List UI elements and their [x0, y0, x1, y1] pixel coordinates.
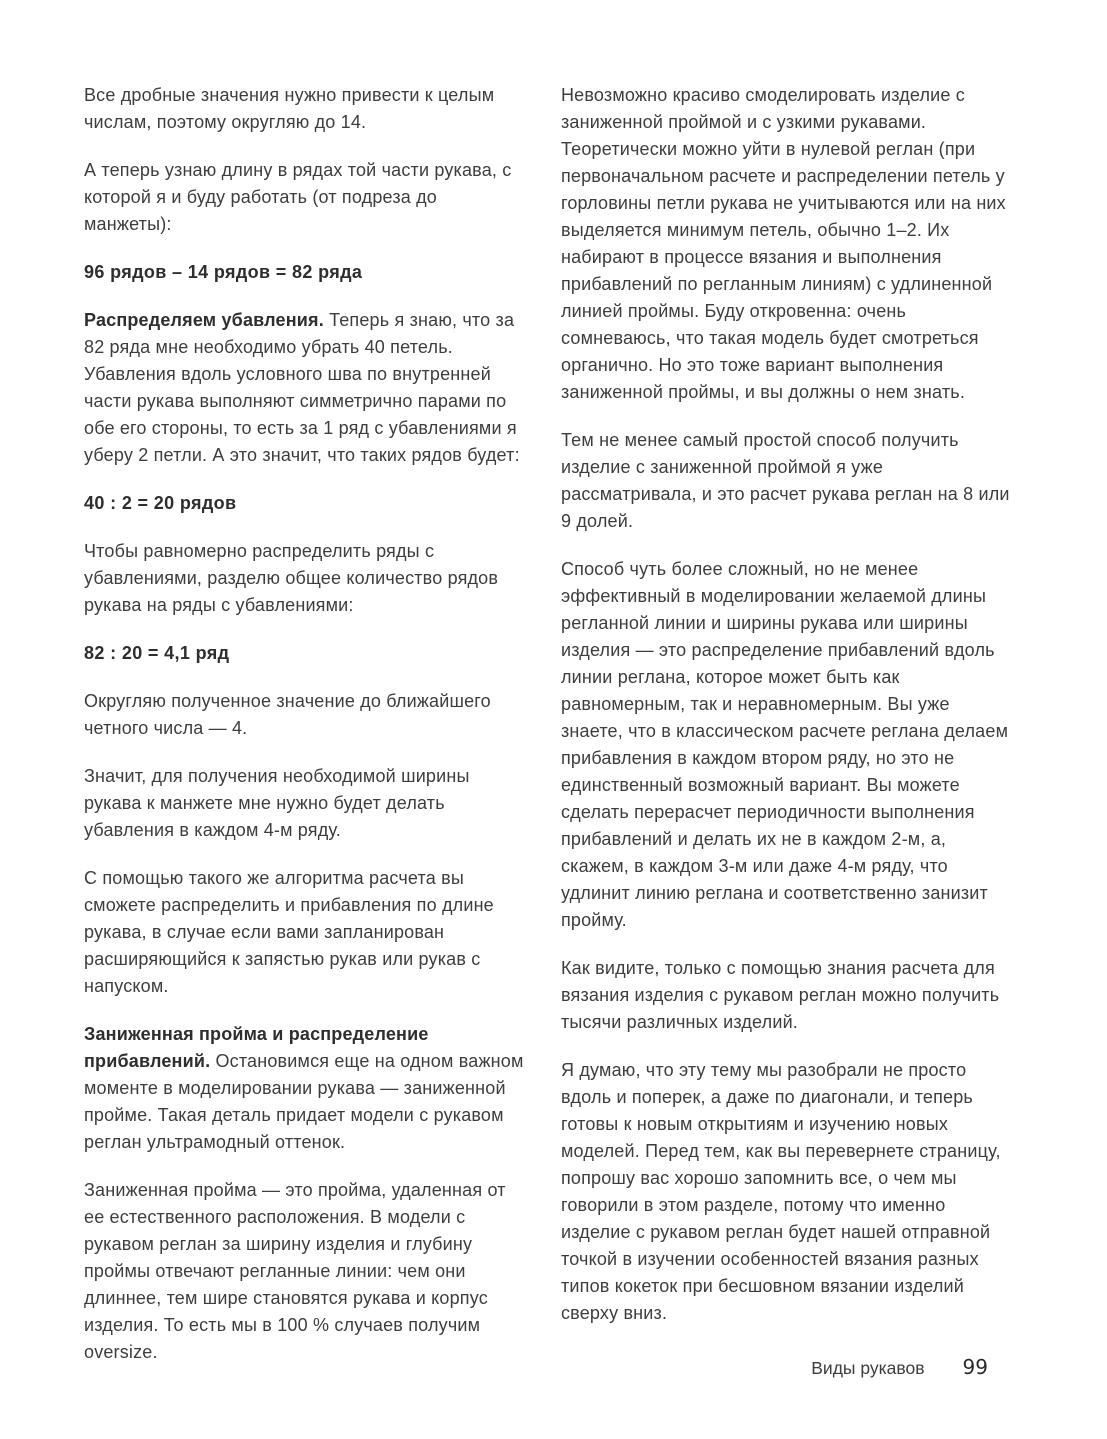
paragraph: Чтобы равномерно распределить ряды с убавлениями, разделю общее количество рядов рукава на ряды с убавлениями:: [84, 541, 499, 615]
paragraph: Округляю полученное значение до ближайшего четного числа — 4.: [84, 691, 491, 738]
paragraph: Заниженная пройма и распределение прибавлений. Остановимся еще на одном важном моменте в моделировании рукава — заниженной пройме. Такая деталь придает модели с рукавом реглан ультрамодный оттенок.: [84, 1024, 524, 1152]
left-column: [84, 82, 524, 1387]
paragraph: Невозможно красиво смоделировать изделие с заниженной проймой и с узкими рукавами. Теоретически можно уйти в нулевой реглан (при первоначальном расчете и распределении петель у горловины петли рукава не учитываются или на них выделяется минимум петель, обычно 1–2. Их набирают в процессе вязания и выполнения прибавлений по регланным линиям) с удлиненной линией проймы. Буду откровенна: очень сомневаюсь, что такая модель будет смотреться органично. Но это тоже вариант выполнения заниженной проймы, и вы должны о нем знать.: [561, 85, 1006, 402]
paragraph: Как видите, только с помощью знания расчета для вязания изделия с рукавом реглан можно получить тысячи различных изделий.: [561, 958, 1000, 1032]
paragraph-lead: Распределяем убавления.: [84, 310, 330, 330]
formula: 96 рядов – 14 рядов = 82 ряда: [84, 262, 363, 282]
formula: 82 : 20 = 4,1 ряд: [84, 643, 230, 663]
paragraph-lead: Заниженная пройма и распределение прибавлений.: [84, 1024, 429, 1071]
paragraph: Тем не менее самый простой способ получить изделие с заниженной проймой я уже рассматривала, и это расчет рукава реглан на 8 или 9 долей.: [561, 430, 1010, 531]
page-content: [84, 82, 1011, 1387]
formula: 40 : 2 = 20 рядов: [84, 493, 237, 513]
paragraph: Значит, для получения необходимой ширины рукава к манжете мне нужно будет делать убавления в каждом 4-м ряду.: [84, 766, 470, 840]
paragraph: С помощью такого же алгоритма расчета вы сможете распределить и прибавления по длине рукава, в случае если вами запланирован расширяющийся к запястью рукав или рукав с напуском.: [84, 868, 494, 996]
paragraph: А теперь узнаю длину в рядах той части рукава, с которой я и буду работать (от подреза до манжеты):: [84, 160, 512, 234]
paragraph: Я думаю, что эту тему мы разобрали не просто вдоль и поперек, а даже по диагонали, и теперь готовы к новым открытиям и изучению новых моделей. Перед тем, как вы перевернете страницу, попрошу вас хорошо запомнить все, о чем мы говорили в этом разделе, потому что именно изделие с рукавом реглан будет нашей отправной точкой в изучении особенностей вязания разных типов кокеток при бесшовном вязании изделий сверху вниз.: [561, 1060, 1001, 1323]
paragraph: Способ чуть более сложный, но не менее эффективный в моделировании желаемой длины регланной линии и ширины рукава или ширины изделия — это распределение прибавлений вдоль линии реглана, которое может быть как равномерным, так и неравномерным. Вы уже знаете, что в классическом расчете реглана делаем прибавления в каждом втором ряду, но это не единственный возможный вариант. Вы можете сделать перерасчет периодичности выполнения прибавлений и делать их не в каждом 2-м, а, скажем, в каждом 3-м или даже 4-м ряду, что удлинит линию реглана и соответственно занизит пройму.: [561, 559, 1009, 930]
right-column: [561, 82, 1011, 1387]
paragraph: Распределяем убавления. Теперь я знаю, что за 82 ряда мне необходимо убрать 40 петель. Убавления вдоль условного шва по внутренней части рукава выполняют симметрично парами по обе его стороны, то есть за 1 ряд с убавлениями я уберу 2 петли. А это значит, что таких рядов будет:: [84, 310, 520, 465]
paragraph: Заниженная пройма — это пройма, удаленная от ее естественного расположения. В модели с рукавом реглан за ширину изделия и глубину проймы отвечают регланные линии: чем они длиннее, тем шире становятся рукава и корпус изделия. То есть мы в 100 % случаев получим oversize.: [84, 1180, 506, 1362]
running-title: Виды рукавов: [811, 1358, 925, 1378]
paragraph: Все дробные значения нужно привести к целым числам, поэтому округляю до 14.: [84, 85, 495, 132]
page-footer: [811, 1355, 988, 1379]
page-number: 99: [962, 1355, 988, 1379]
